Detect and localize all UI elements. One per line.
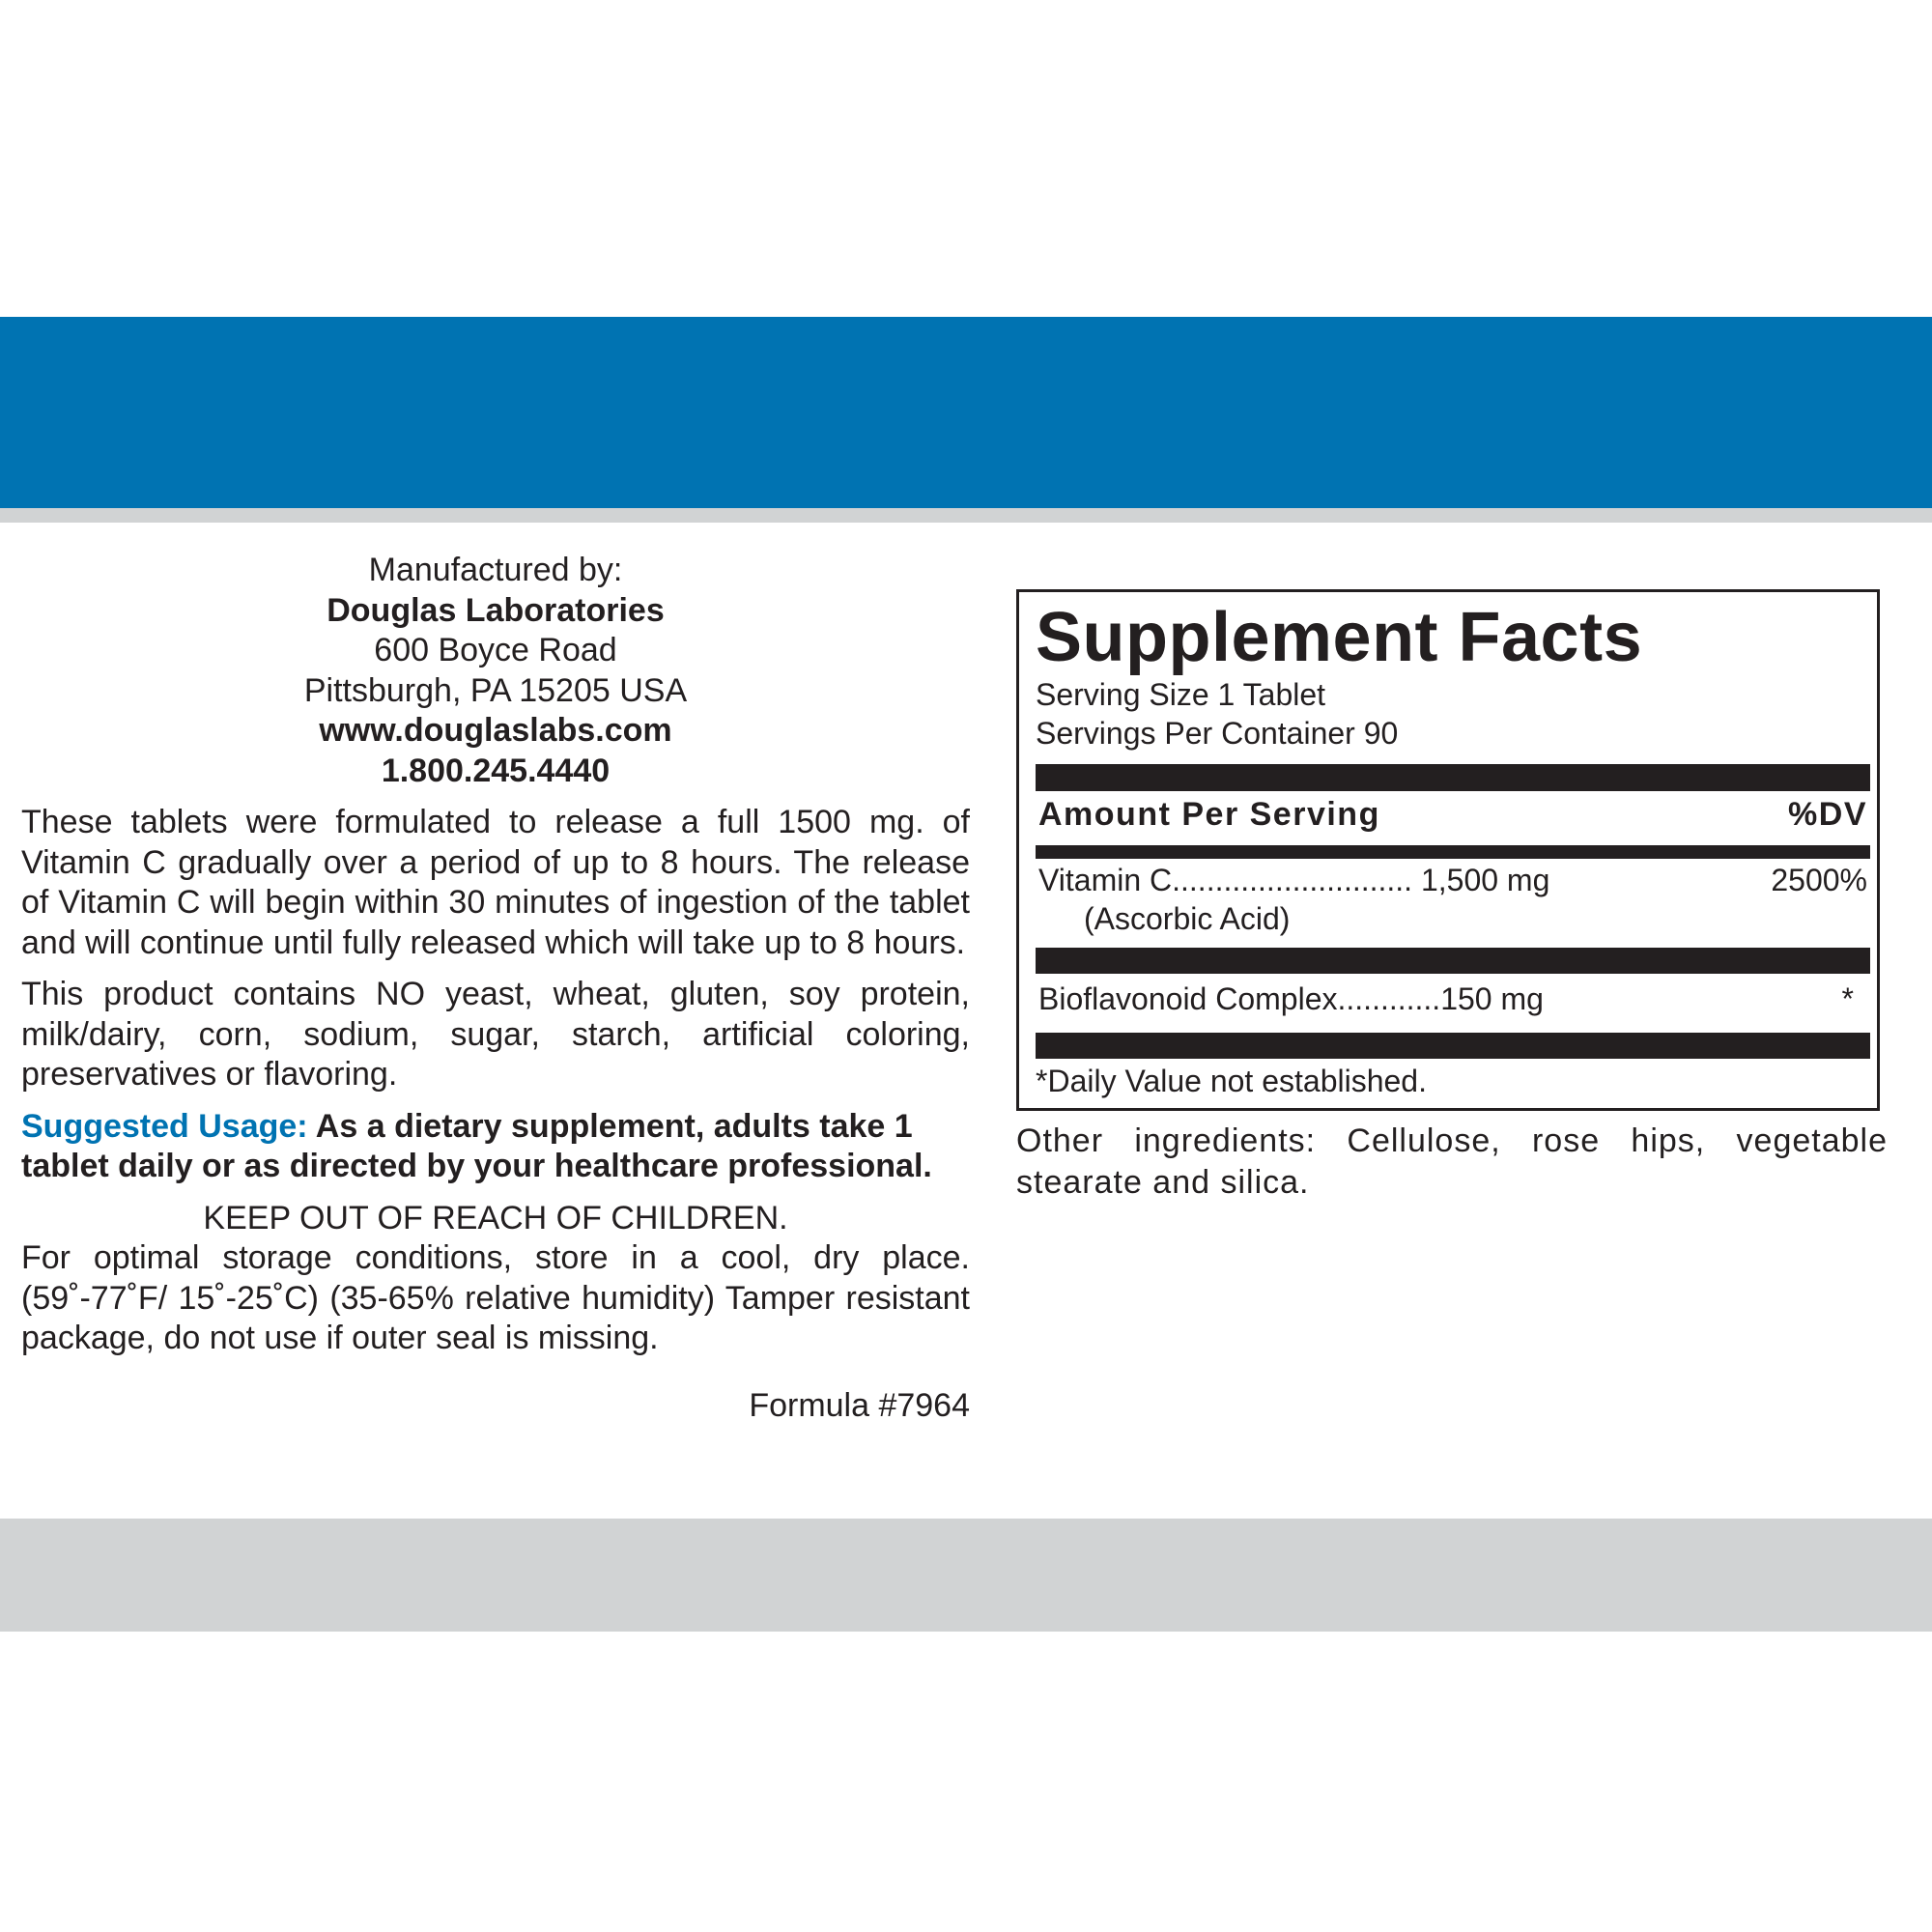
- manufacturer-city: Pittsburgh, PA 15205 USA: [303, 671, 688, 709]
- thick-divider: [1036, 1033, 1870, 1059]
- nutrient-name: Vitamin C............................ 1,500 mg: [1038, 863, 1550, 897]
- suggested-usage-text: As a dietary supplement, adults take 1 tablet daily or as directed by your healthcare professional.: [21, 1107, 932, 1184]
- nutrient-row: [1038, 863, 1867, 898]
- thick-divider: [1036, 764, 1870, 791]
- label-left-column: [21, 551, 970, 1426]
- header-blue-band: [0, 317, 1932, 508]
- header-grey-stripe: [0, 508, 1932, 523]
- child-warning: KEEP OUT OF REACH OF CHILDREN.: [203, 1199, 788, 1236]
- nutrient-dv: *: [1841, 981, 1854, 1016]
- storage-instructions: For optimal storage conditions, store in a cool, dry place. (59˚-77˚F/ 15˚-25˚C) (35-65% relative humidity) Tamper resistant package, do not use if outer seal is missing.: [21, 1239, 970, 1356]
- manufacturer-street: 600 Boyce Road: [374, 632, 617, 668]
- amount-per-serving-header: Amount Per Serving: [1038, 796, 1380, 833]
- footer-grey-band: [0, 1519, 1932, 1632]
- daily-value-footnote: *Daily Value not established.: [1036, 1064, 1427, 1098]
- amount-header-row: [1038, 796, 1867, 834]
- manufacturer-name: Douglas Laboratories: [327, 591, 665, 629]
- manufacturer-block: [21, 551, 970, 791]
- thick-divider: [1036, 948, 1870, 974]
- medium-divider: [1036, 845, 1870, 859]
- supplement-facts-title: Supplement Facts: [1036, 599, 1643, 676]
- release-description: These tablets were formulated to release a full 1500 mg. of Vitamin C gradually over a period of up to 8 hours. The release of Vitamin C will begin within 30 minutes of ingestion of the tablet and will continue until fully released which will take up to 8 hours.: [21, 804, 970, 961]
- manufacturer-phone: 1.800.245.4440: [381, 752, 611, 789]
- nutrient-name: Bioflavonoid Complex............150 mg: [1038, 981, 1544, 1016]
- formula-number: Formula #7964: [749, 1386, 970, 1424]
- nutrient-dv: 2500%: [1771, 863, 1867, 897]
- other-ingredients: Other ingredients: Cellulose, rose hips, vegetable stearate and silica.: [1016, 1122, 1888, 1201]
- allergen-free-statement: This product contains NO yeast, wheat, gluten, soy protein, milk/dairy, corn, sodium, sugar, starch, artificial coloring, preservatives or flavoring.: [21, 976, 970, 1093]
- servings-per-container: Servings Per Container 90: [1036, 716, 1399, 751]
- supplement-facts-panel: [1016, 589, 1880, 1111]
- manufacturer-website: www.douglaslabs.com: [319, 712, 672, 749]
- suggested-usage-heading: Suggested Usage:: [21, 1107, 308, 1145]
- suggested-usage: [21, 1107, 970, 1187]
- nutrient-row: [1038, 981, 1867, 1017]
- nutrient-subname: (Ascorbic Acid): [1084, 901, 1291, 936]
- serving-size: Serving Size 1 Tablet: [1036, 677, 1326, 712]
- dv-header: %DV: [1788, 796, 1867, 833]
- manufacturer-label: Manufactured by:: [368, 552, 623, 588]
